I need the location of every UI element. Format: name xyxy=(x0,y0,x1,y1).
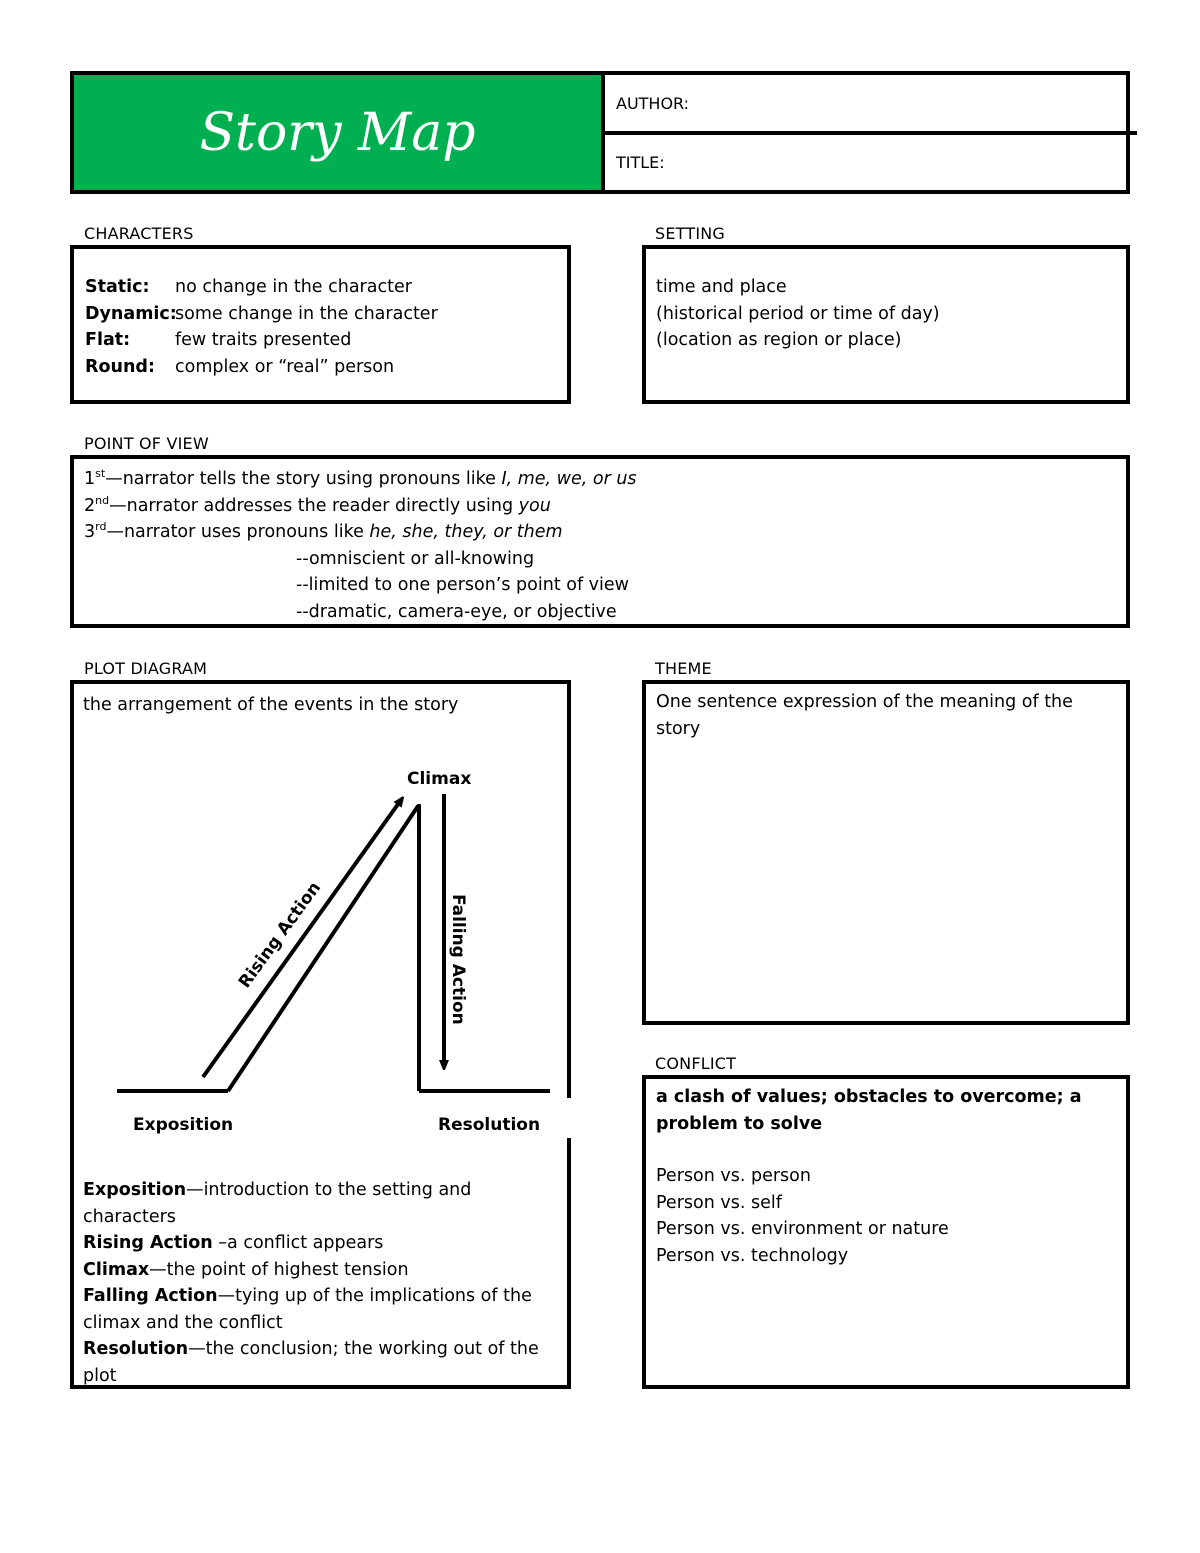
theme-heading: THEME xyxy=(655,659,712,678)
character-item: Round: complex or “real” person xyxy=(85,356,395,377)
characters-list xyxy=(85,274,567,380)
plot-definition: Resolution—the conclusion; the working out of the plot xyxy=(83,1339,539,1386)
title-label: TITLE: xyxy=(616,153,665,172)
setting-box xyxy=(642,245,1130,404)
pov-first-person: 1st—narrator tells the story using pronouns like I, me, we, or us xyxy=(84,467,637,489)
story-map-header xyxy=(70,71,1130,194)
character-item: Static: no change in the character xyxy=(85,277,412,297)
conflict-type: Person vs. person xyxy=(656,1166,811,1186)
conflict-definition: a clash of values; obstacles to overcome; a problem to solve xyxy=(656,1087,1082,1134)
climax-label: Climax xyxy=(407,769,472,789)
conflict-type: Person vs. technology xyxy=(656,1245,849,1266)
setting-text xyxy=(656,274,1126,354)
conflict-box xyxy=(642,1075,1130,1389)
falling-action-label: Falling Action xyxy=(448,894,468,1025)
setting-heading: SETTING xyxy=(655,224,726,243)
theme-text: One sentence expression of the meaning of the story xyxy=(656,692,1073,739)
pov-heading: POINT OF VIEW xyxy=(84,434,209,453)
story-map-title: Story Map xyxy=(199,102,476,163)
setting-line: (location as region or place) xyxy=(656,330,902,350)
author-field[interactable] xyxy=(605,75,1137,135)
setting-line: time and place xyxy=(656,277,787,297)
pov-second-person: 2nd—narrator addresses the reader directly using you xyxy=(84,493,551,516)
author-label: AUTHOR: xyxy=(616,93,690,113)
pov-sub-item: --limited to one person’s point of view xyxy=(296,575,629,595)
plot-diagram xyxy=(70,680,571,1150)
rising-action-arrow xyxy=(203,800,401,1077)
pov-sub-item: --dramatic, camera-eye, or objective xyxy=(296,601,617,622)
setting-line: (historical period or time of day) xyxy=(656,303,940,324)
plot-box xyxy=(70,680,571,1389)
conflict-type: Person vs. self xyxy=(656,1192,782,1213)
pov-third-person: 3rd—narrator uses pronouns like he, she, they, or them xyxy=(84,520,563,542)
character-item: Dynamic: some change in the character xyxy=(85,303,438,324)
characters-heading: CHARACTERS xyxy=(84,224,194,243)
conflict-types xyxy=(656,1163,1118,1269)
plot-definition: Rising Action –a conflict appears xyxy=(83,1233,384,1253)
plot-intro: the arrangement of the events in the story xyxy=(83,695,459,715)
plot-definition: Falling Action—tying up of the implications of the climax and the conflict xyxy=(83,1286,532,1333)
conflict-heading: CONFLICT xyxy=(655,1054,737,1073)
plot-heading: PLOT DIAGRAM xyxy=(84,659,208,678)
pov-text xyxy=(84,466,1126,625)
pov-sub-item: --omniscient or all-knowing xyxy=(296,548,535,569)
exposition-label: Exposition xyxy=(133,1115,234,1135)
rising-action-label: Rising Action xyxy=(234,878,326,992)
characters-box xyxy=(70,245,571,404)
conflict-type: Person vs. environment or nature xyxy=(656,1219,949,1239)
pov-box xyxy=(70,455,1130,628)
plot-definitions xyxy=(83,1177,553,1389)
title-banner xyxy=(74,75,605,190)
plot-definition: Exposition—introduction to the setting and characters xyxy=(83,1180,472,1227)
rising-line xyxy=(228,806,418,1091)
title-field[interactable] xyxy=(605,135,1137,190)
theme-box xyxy=(642,680,1130,1025)
resolution-label: Resolution xyxy=(438,1115,541,1135)
character-item: Flat: few traits presented xyxy=(85,330,352,350)
plot-definition: Climax—the point of highest tension xyxy=(83,1259,409,1280)
